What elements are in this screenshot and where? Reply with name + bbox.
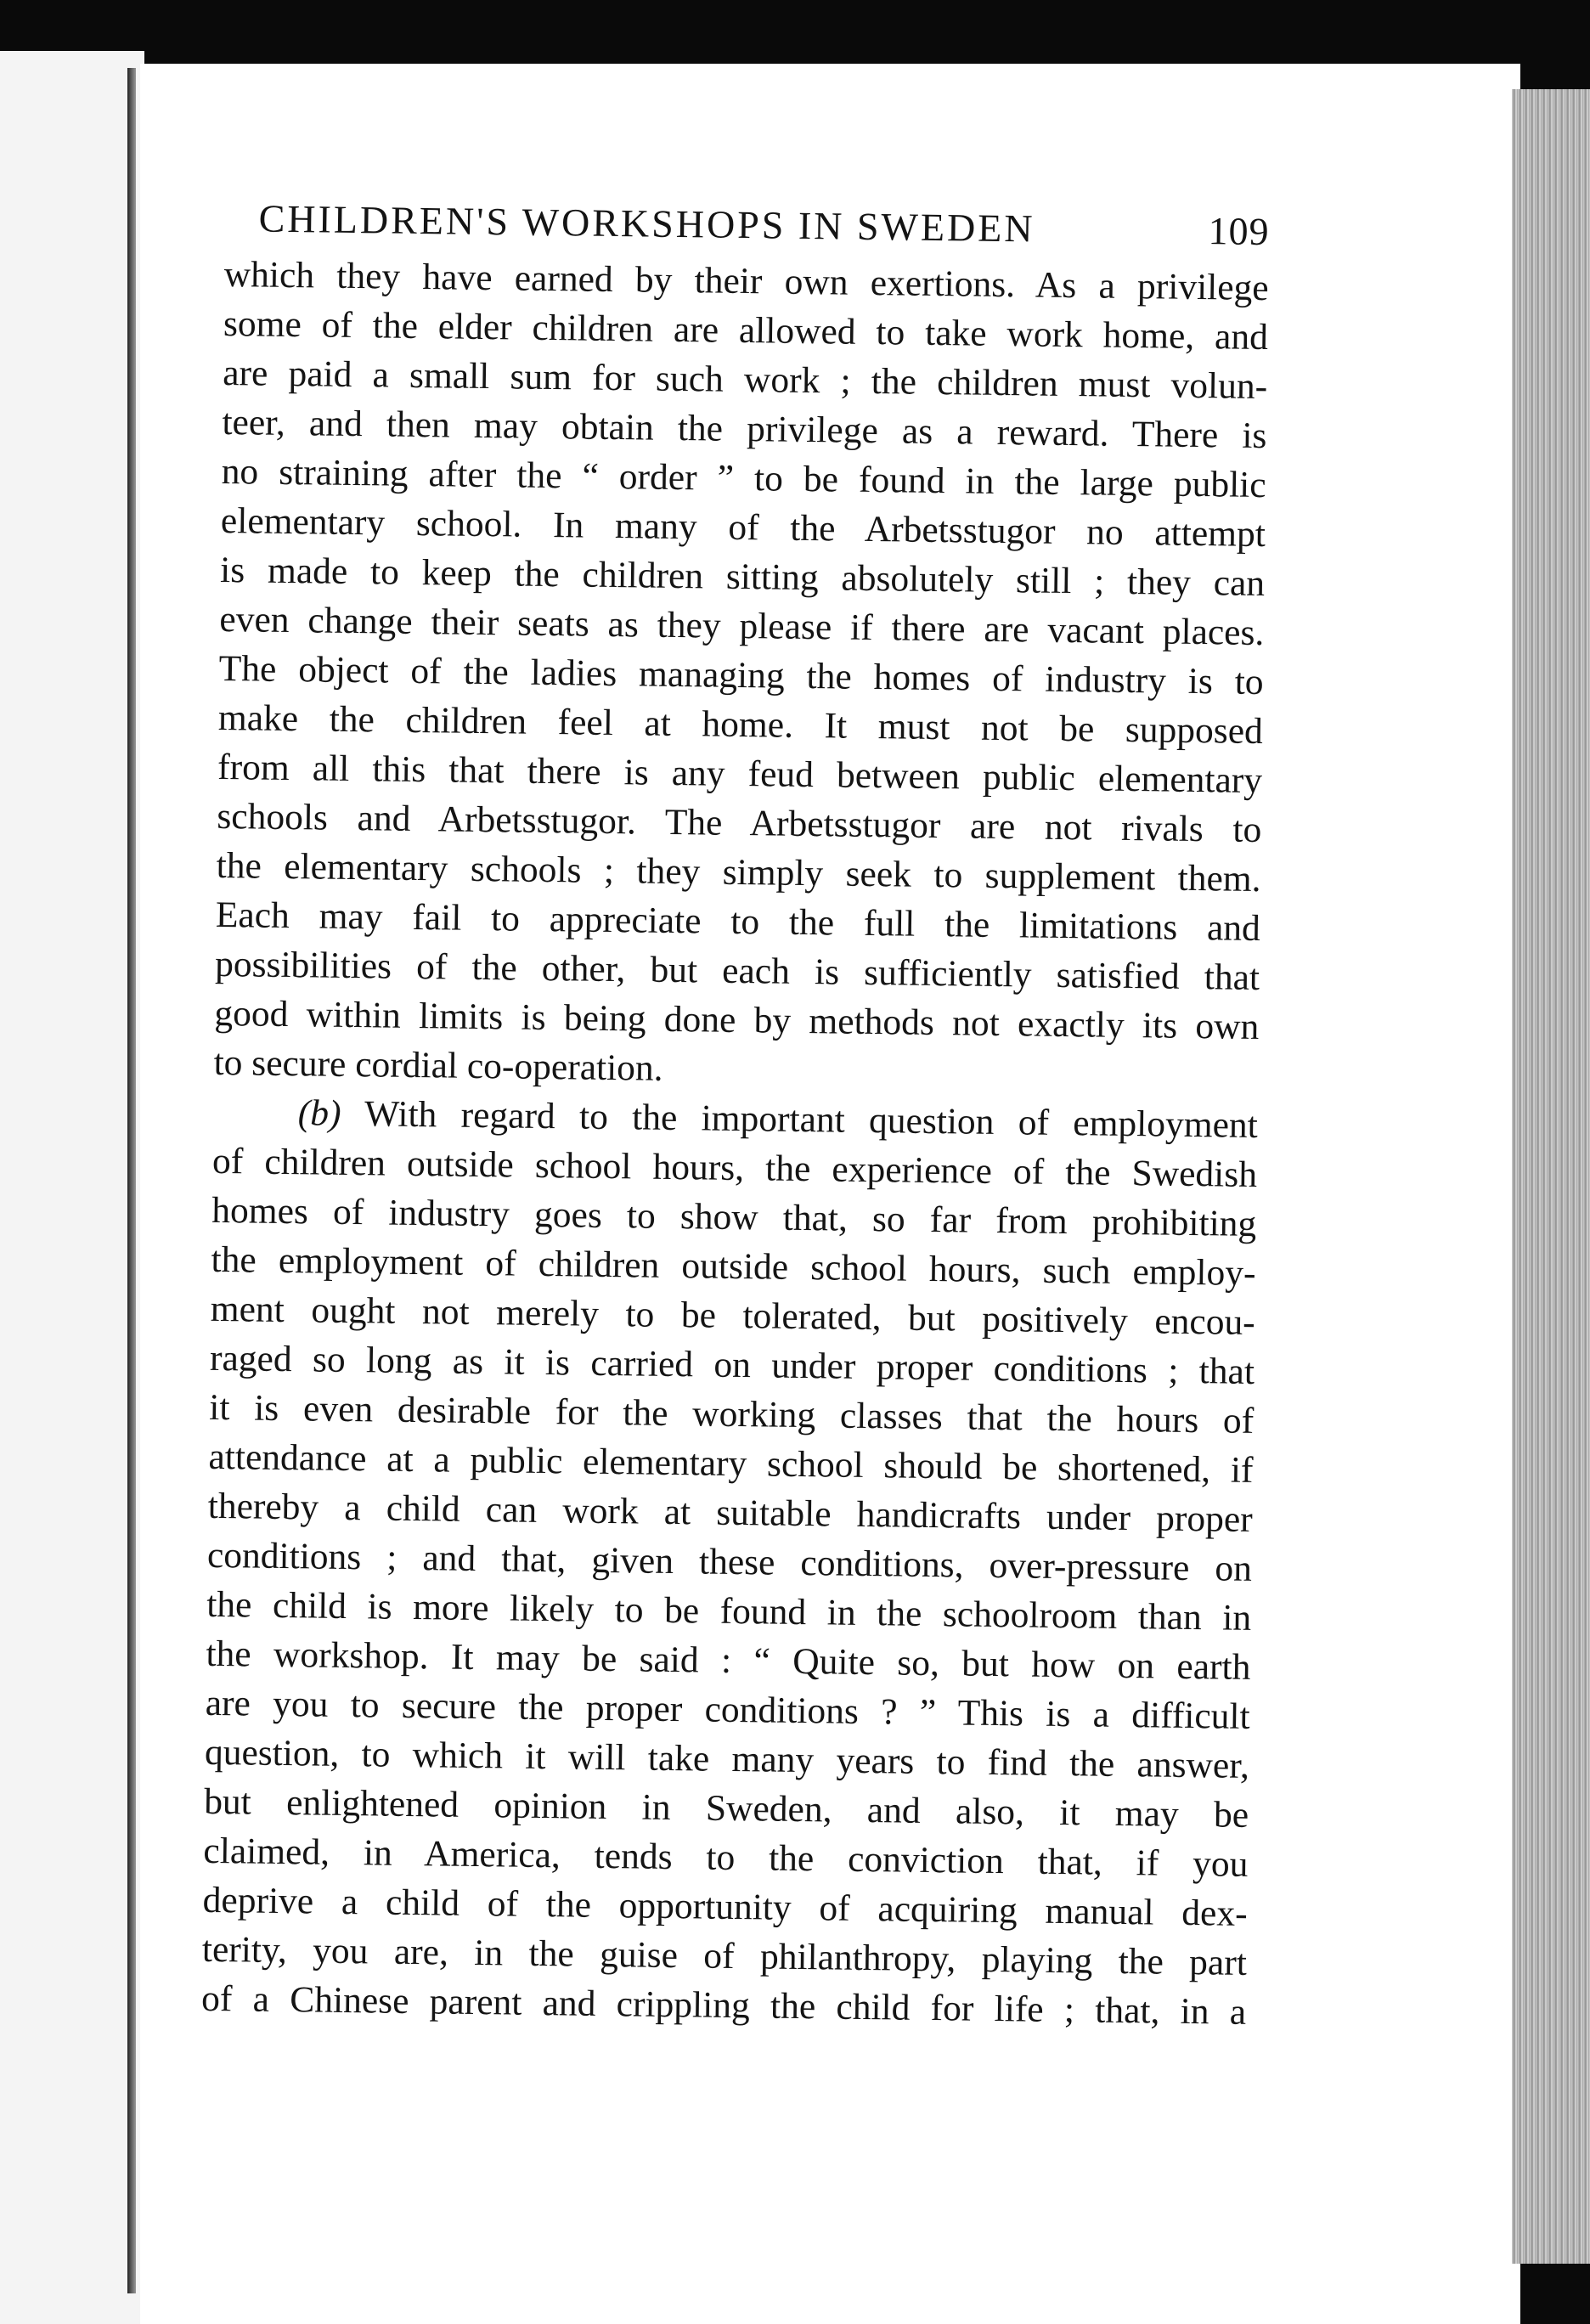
text-line: raged so long as it is carried on under proper conditions ; that [209, 1337, 1255, 1392]
text-line: possibilities of the other, but each is sufficiently satisfied that [214, 943, 1260, 999]
text-line: terity, you are, in the guise of philanthropy, playing the part [201, 1928, 1248, 1983]
text-line: The object of the ladies managing the homes of industry is to [218, 647, 1264, 703]
page-stack-edge [1512, 89, 1590, 2264]
text-line: good within limits is being done by methods not exactly its own [214, 992, 1260, 1048]
running-head-title: CHILDREN'S WORKSHOPS IN SWEDEN [258, 196, 1035, 251]
facing-page-edge [0, 51, 144, 2324]
text-line: deprive a child of the opportunity of acquiring manual dex- [202, 1879, 1248, 1934]
text-line: from all this that there is any feud between public elementary [217, 746, 1263, 802]
text-line: no straining after the “ order ” to be found in the large public [221, 450, 1266, 506]
text-line: the workshop. It may be said : “ Quite so, but how on earth [206, 1633, 1251, 1688]
text-line: which they have earned by their own exertions. As a privilege [223, 253, 1269, 309]
text-line: claimed, in America, tends to the conviction that, if you [203, 1830, 1249, 1885]
text-line: schools and Arbetsstugor. The Arbetsstugor are not rivals to [217, 795, 1262, 851]
text-line: are paid a small sum for such work ; the children must volun- [222, 352, 1268, 408]
paragraph-label: (b) [297, 1092, 341, 1134]
text-line: it is even desirable for the working classes that the hours of [209, 1386, 1255, 1441]
text-line: is made to keep the children sitting absolutely still ; they can [219, 549, 1266, 605]
text-line: make the children feel at home. It must not be supposed [217, 697, 1264, 753]
text-line: teer, and then may obtain the privilege as a reward. There is [222, 401, 1267, 457]
text-line: are you to secure the proper conditions ? ” This is a difficult [205, 1682, 1250, 1737]
book-gutter [127, 68, 136, 2293]
text-line: but enlightened opinion in Sweden, and also, it may be [203, 1780, 1249, 1836]
text-line: ment ought not merely to be tolerated, but positively encou- [210, 1288, 1256, 1343]
text-line: some of the elder children are allowed to take work home, and [223, 302, 1269, 358]
text-line: conditions ; and that, given these conditions, over-pressure on [206, 1534, 1253, 1589]
text-line: attendance at a public elementary school should be shortened, if [208, 1436, 1254, 1491]
page-number: 109 [1208, 209, 1270, 254]
text-line: of children outside school hours, the experience of the Swedish [211, 1140, 1258, 1196]
text-line: Each may fail to appreciate to the full the limitations and [215, 894, 1261, 950]
text-line: the elementary schools ; they simply seek to supplement them. [216, 844, 1261, 900]
text-line-content: With regard to the important question of employment [364, 1093, 1259, 1147]
text-line: the child is more likely to be found in the schoolroom than in [206, 1583, 1252, 1639]
text-line: the employment of children outside school hours, such employ- [211, 1238, 1256, 1294]
text-line: homes of industry goes to show that, so far from prohibiting [211, 1189, 1257, 1244]
text-line: to secure cordial co-operation. [213, 1041, 663, 1089]
page-text [201, 195, 1270, 2037]
text-line: question, to which it will take many years to find the answer, [204, 1731, 1250, 1786]
text-line: elementary school. In many of the Arbetsstugor no attempt [220, 499, 1266, 556]
paragraph-a [213, 250, 1269, 1101]
text-line: even change their seats as they please if there are vacant places. [219, 598, 1265, 654]
text-line: thereby a child can work at suitable handicrafts under proper [207, 1485, 1254, 1540]
text-line: of a Chinese parent and crippling the child for life ; that, in a [200, 1977, 1247, 2033]
paragraph-b [201, 1087, 1258, 2037]
